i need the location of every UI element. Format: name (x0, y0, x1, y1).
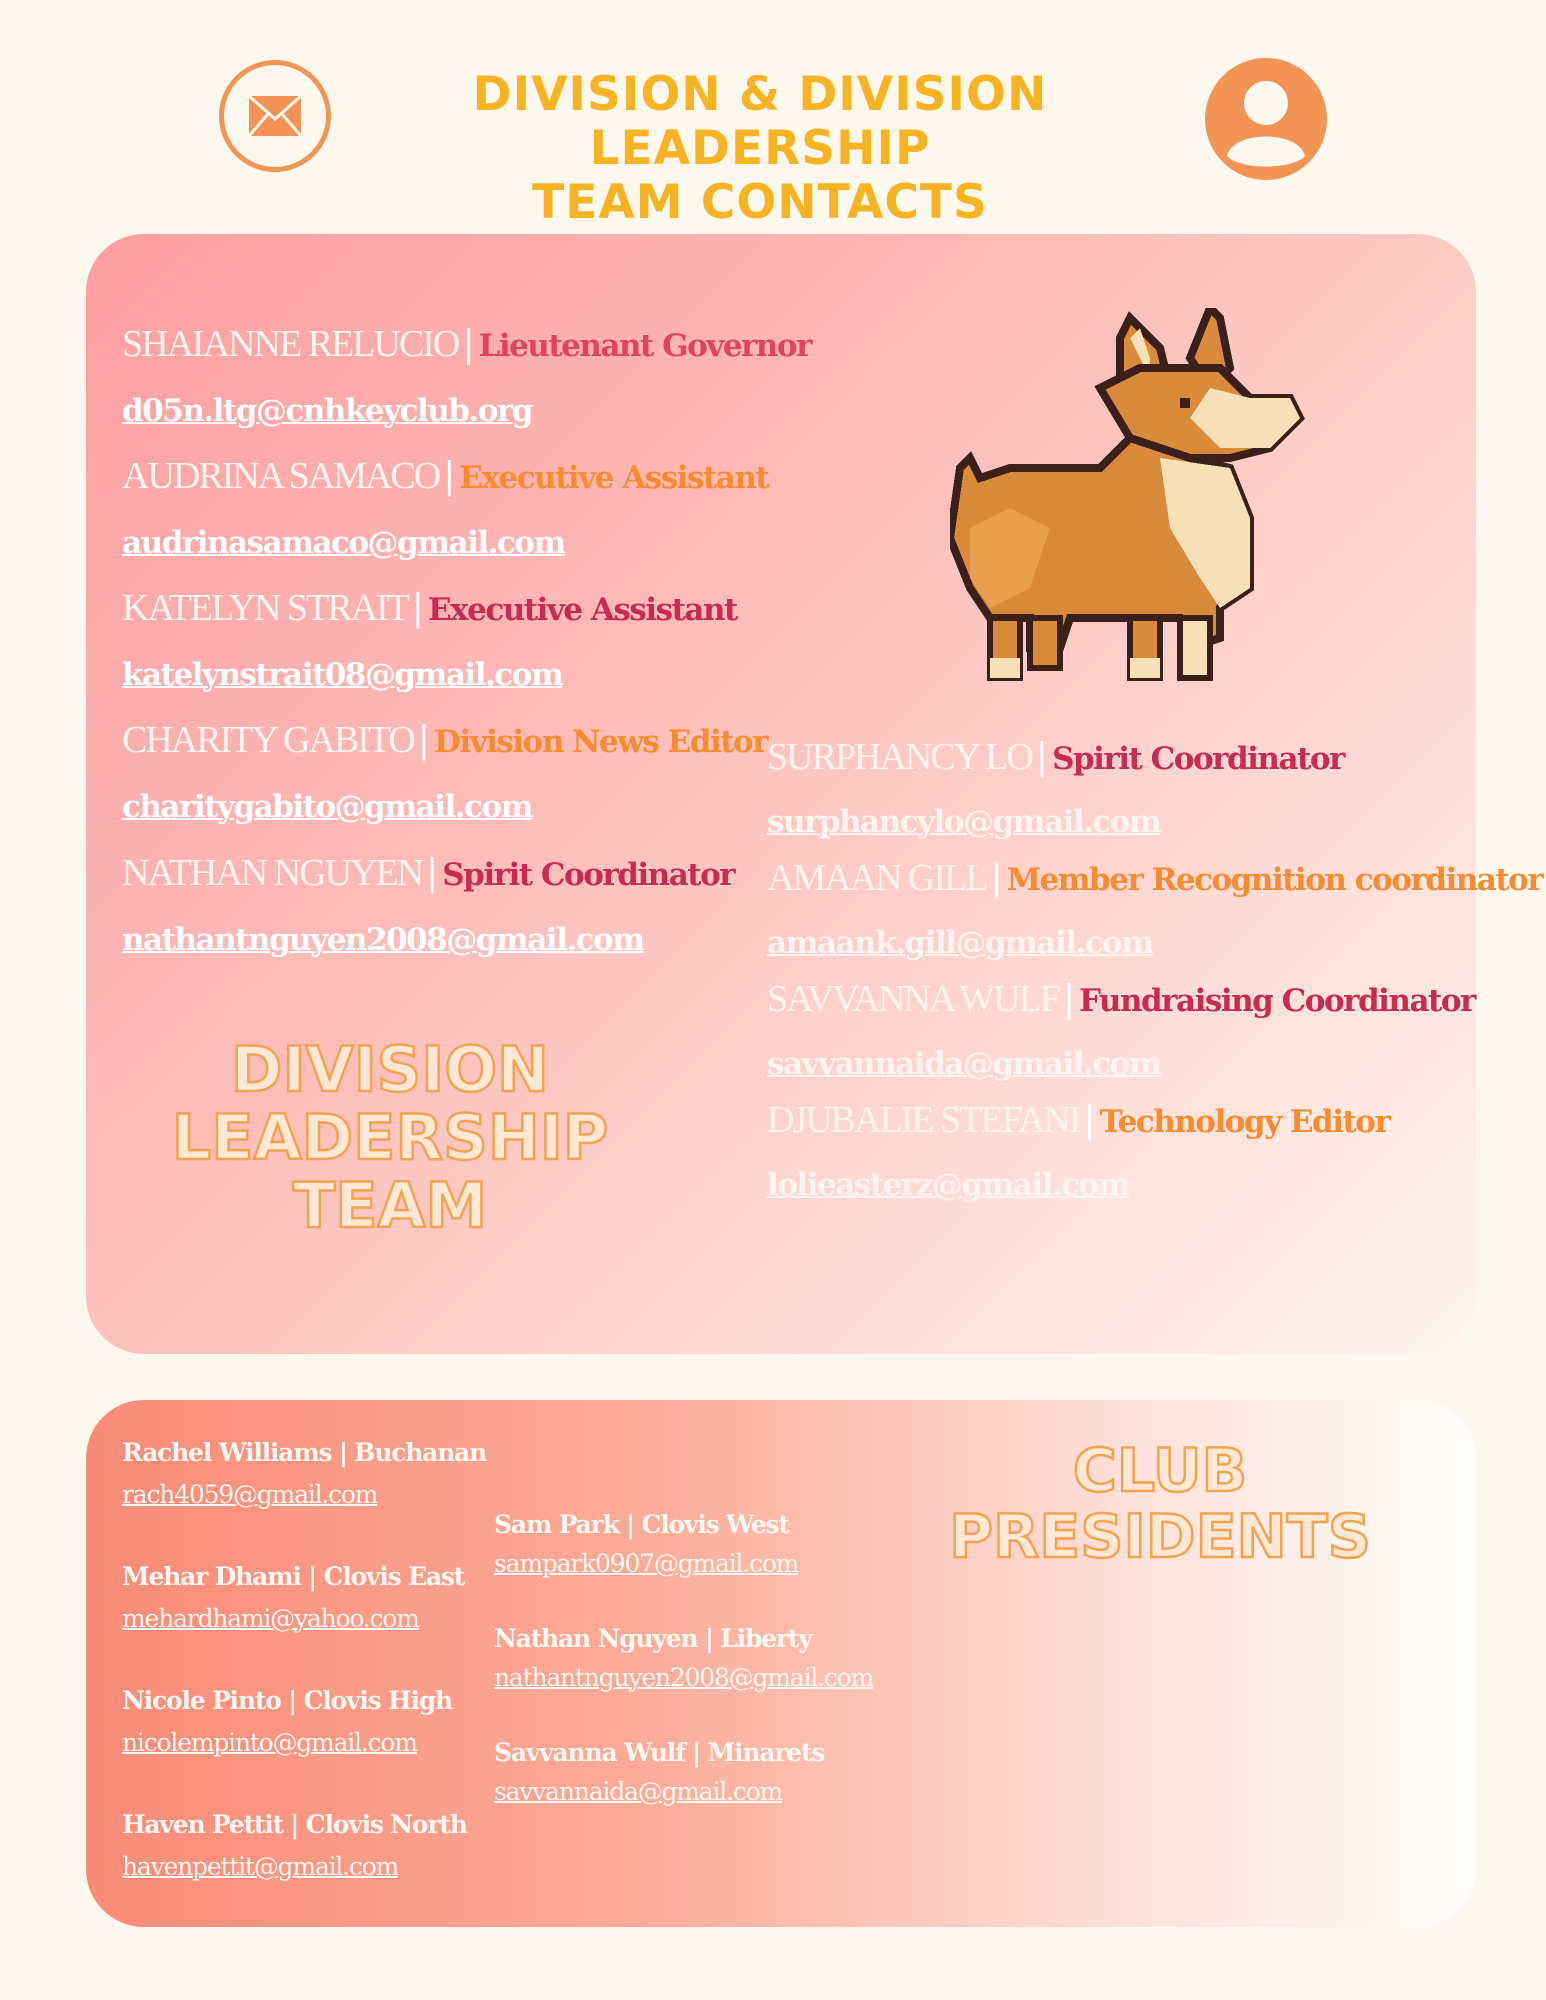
president-line: Mehar Dhami | Clovis East (122, 1562, 465, 1591)
member-email-link[interactable]: surphancylo@gmail.com (767, 804, 1161, 840)
dlt-entry (122, 454, 768, 498)
page-title-line-1: DIVISION & DIVISION LEADERSHIP (472, 67, 1048, 176)
member-name: SHAIANNE RELUCIO (122, 323, 459, 365)
member-name: CHARITY GABITO (122, 719, 414, 761)
member-role: Fundraising Coordinator (1078, 983, 1475, 1019)
header (0, 0, 1546, 230)
member-role: Executive Assistant (428, 592, 737, 628)
president-email-link[interactable]: mehardhami@yahoo.com (122, 1604, 419, 1633)
president-email-link[interactable]: rach4059@gmail.com (122, 1480, 378, 1509)
president-line: Haven Pettit | Clovis North (122, 1810, 467, 1839)
separator: | (1083, 1100, 1096, 1141)
dlt-entry (767, 977, 1475, 1021)
president-line: Nathan Nguyen | Liberty (494, 1624, 812, 1653)
member-role: Division News Editor (433, 724, 768, 760)
separator: | (1035, 737, 1049, 778)
member-email-link[interactable]: amaank.gill@gmail.com (767, 925, 1153, 961)
separator: | (990, 858, 1003, 899)
member-email-link[interactable]: lolieasterz@gmail.com (767, 1167, 1130, 1203)
dlt-entry (122, 322, 811, 366)
envelope-icon (219, 60, 331, 172)
dlt-entry (767, 1098, 1389, 1142)
president-email-link[interactable]: nicolempinto@gmail.com (122, 1728, 417, 1757)
member-name: SURPHANCY LO (767, 736, 1032, 778)
dlt-entry (767, 856, 1542, 900)
corgi-illustration (950, 308, 1320, 708)
president-email-link[interactable]: havenpettit@gmail.com (122, 1852, 399, 1881)
separator: | (462, 324, 475, 365)
heading-line-2: LEADERSHIP (171, 1101, 609, 1174)
member-email-link[interactable]: nathantnguyen2008@gmail.com (122, 922, 644, 958)
member-email-link[interactable]: katelynstrait08@gmail.com (122, 657, 563, 693)
member-email-link[interactable]: d05n.ltg@cnhkeyclub.org (122, 393, 532, 429)
heading-line-1: CLUB (1072, 1436, 1248, 1506)
club-presidents-heading (900, 1438, 1420, 1570)
member-role: Spirit Coordinator (1052, 741, 1344, 777)
heading-line-3: TEAM (292, 1169, 488, 1242)
member-name: AMAAN GILL (767, 857, 987, 899)
president-email-link[interactable]: sampark0907@gmail.com (494, 1549, 799, 1578)
member-name: NATHAN NGUYEN (122, 852, 423, 894)
member-email-link[interactable]: charitygabito@gmail.com (122, 789, 532, 825)
member-name: SAVVANNA WULF (767, 978, 1059, 1020)
president-line: Nicole Pinto | Clovis High (122, 1686, 452, 1715)
member-name: KATELYN STRAIT (122, 587, 408, 629)
separator: | (417, 720, 430, 761)
page-title-line-2: TEAM CONTACTS (532, 175, 988, 230)
president-email-link[interactable]: savvannaida@gmail.com (494, 1777, 783, 1806)
member-name: DJUBALIE STEFANI (767, 1099, 1080, 1141)
president-line: Rachel Williams | Buchanan (122, 1438, 487, 1467)
separator: | (1062, 979, 1075, 1020)
separator: | (426, 853, 439, 894)
dlt-entry (122, 851, 734, 895)
dlt-entry (122, 586, 737, 630)
member-role: Technology Editor (1099, 1104, 1390, 1140)
member-role: Spirit Coordinator (442, 857, 735, 893)
member-name: AUDRINA SAMACO (122, 455, 440, 497)
president-line: Savvanna Wulf | Minarets (494, 1738, 825, 1767)
dlt-entry (122, 718, 767, 762)
member-role: Member Recognition coordinator (1006, 862, 1543, 898)
member-role: Executive Assistant (459, 460, 769, 496)
president-email-link[interactable]: nathantnguyen2008@gmail.com (494, 1663, 873, 1692)
member-email-link[interactable]: savvannaida@gmail.com (767, 1046, 1161, 1082)
separator: | (443, 456, 456, 497)
page-title (340, 68, 1180, 230)
separator: | (411, 588, 425, 629)
heading-line-2: PRESIDENTS (949, 1502, 1371, 1572)
dlt-entry (767, 735, 1344, 779)
leadership-team-heading (130, 1033, 650, 1242)
heading-line-1: DIVISION (231, 1033, 549, 1106)
user-icon (1205, 58, 1327, 180)
member-role: Lieutenant Governor (478, 328, 811, 364)
member-email-link[interactable]: audrinasamaco@gmail.com (122, 525, 565, 561)
president-line: Sam Park | Clovis West (494, 1510, 789, 1539)
